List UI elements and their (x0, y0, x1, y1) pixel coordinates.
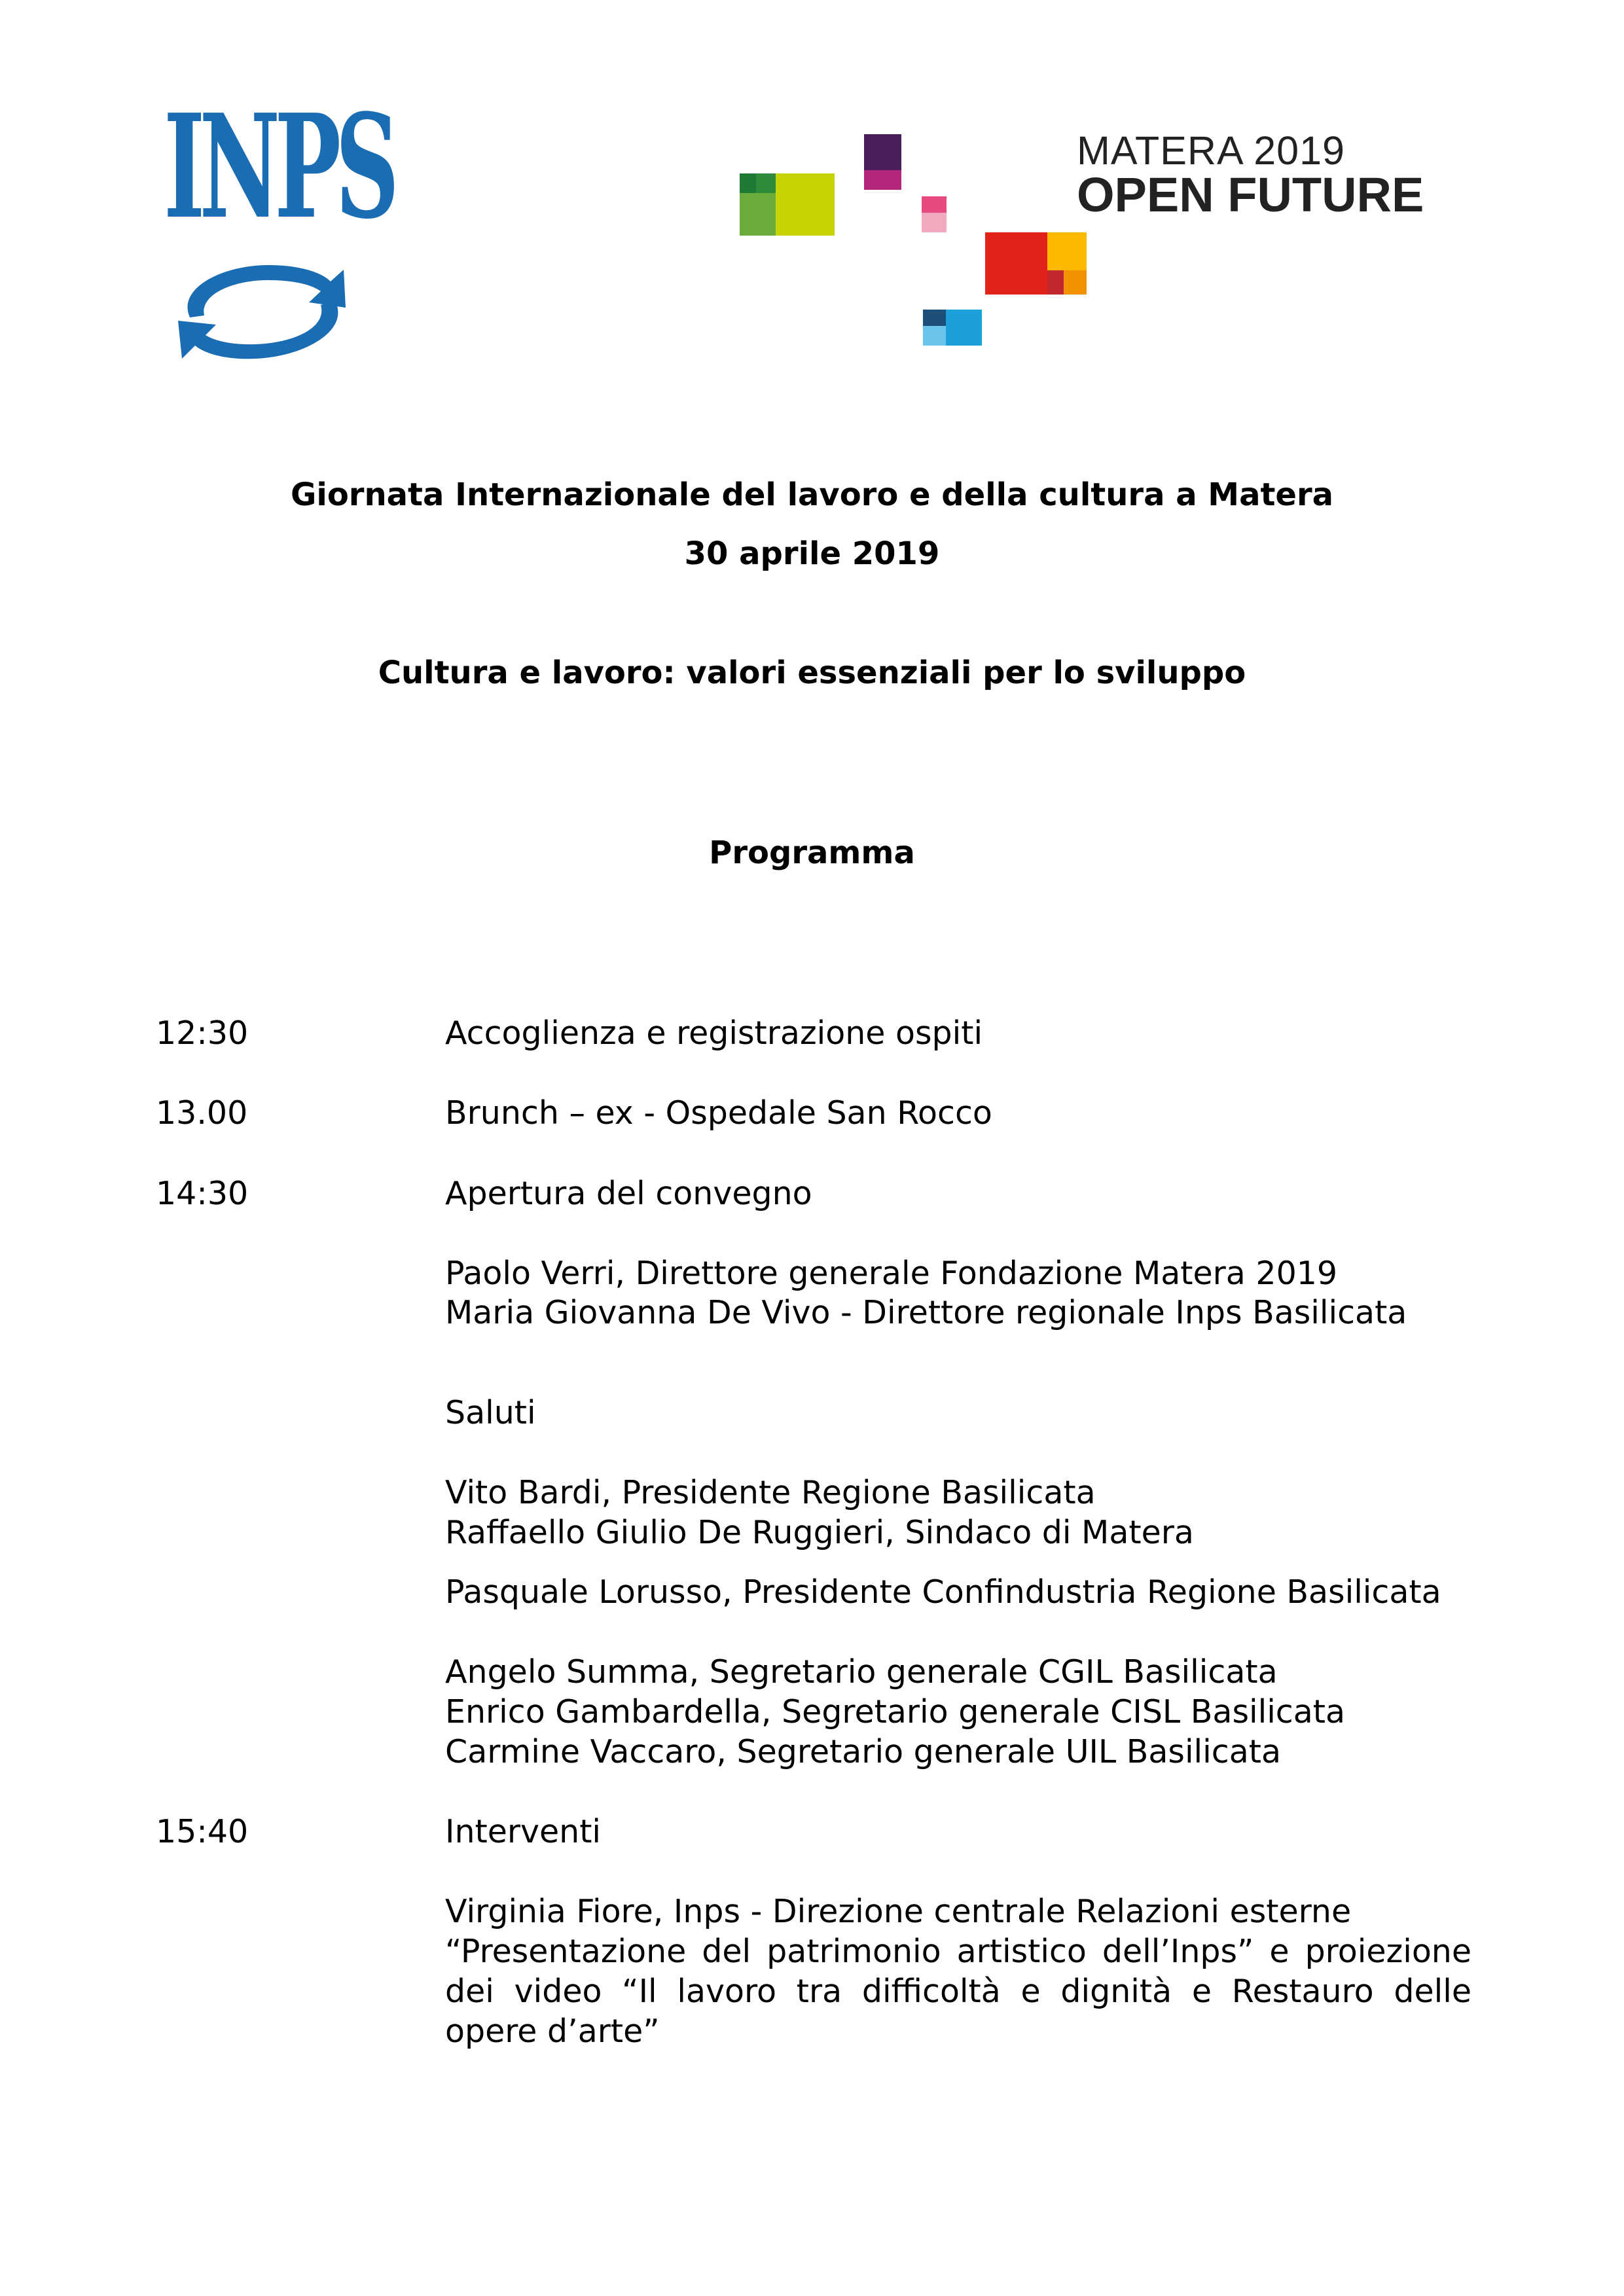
mid-green-square (756, 173, 776, 193)
schedule-time: 14:30 (156, 1175, 249, 1212)
event-date: 30 aprile 2019 (684, 535, 940, 572)
matera-logo-line1: MATERA 2019 (1077, 128, 1345, 173)
intervention-line: Virginia Fiore, Inps - Direzione centrale Relazioni esterne (445, 1893, 1352, 1930)
pink-light-square (922, 213, 947, 232)
blue-light-square (923, 326, 946, 346)
yellow-square (1047, 232, 1087, 270)
schedule-time: 13.00 (156, 1094, 248, 1132)
schedule-item: Interventi (445, 1813, 602, 1850)
intervention-line: dei video “Il lavoro tra difficoltà e dignità e Restauro delle (445, 1973, 1471, 2010)
blue-square (946, 310, 982, 346)
speaker-line: Raffaello Giulio De Ruggieri, Sindaco di Matera (445, 1514, 1194, 1551)
event-title: Giornata Internazionale del lavoro e della cultura a Matera (290, 476, 1334, 513)
schedule-item: Accoglienza e registrazione ospiti (445, 1014, 983, 1052)
schedule-item: Apertura del convegno (445, 1175, 812, 1212)
speaker-line: Carmine Vaccaro, Segretario generale UIL Basilicata (445, 1733, 1281, 1770)
inps-logo-text: INPS (164, 83, 394, 251)
schedule-time: 12:30 (156, 1014, 249, 1052)
speaker-line: Vito Bardi, Presidente Regione Basilicata (445, 1474, 1096, 1511)
greetings-heading: Saluti (445, 1394, 536, 1431)
magenta-square (864, 170, 901, 190)
inps-logo (164, 83, 394, 370)
program-heading: Programma (709, 834, 915, 871)
dark-green-square (740, 173, 756, 193)
schedule-item: Brunch – ex - Ospedale San Rocco (445, 1094, 992, 1132)
event-subtitle: Cultura e lavoro: valori essenziali per lo sviluppo (378, 655, 1246, 691)
red-square (985, 232, 1047, 295)
matera-2019-logo (736, 128, 1443, 350)
speaker-line: Paolo Verri, Direttore generale Fondazione Matera 2019 (445, 1255, 1338, 1292)
intervention-line: “Presentazione del patrimonio artistico dell’Inps” e proiezione (445, 1933, 1471, 1970)
inps-arrows-icon (164, 255, 360, 370)
speaker-line: Maria Giovanna De Vivo - Direttore regionale Inps Basilicata (445, 1294, 1407, 1331)
purple-square (864, 134, 901, 170)
schedule-time: 15:40 (156, 1813, 249, 1850)
navy-square (923, 310, 946, 326)
dark-red-square (1047, 270, 1064, 295)
pink-square (922, 196, 947, 213)
speaker-line: Enrico Gambardella, Segretario generale CISL Basilicata (445, 1693, 1346, 1731)
intervention-line: opere d’arte” (445, 2013, 660, 2050)
lime-square (776, 173, 835, 236)
matera-logo-line2: OPEN FUTURE (1077, 168, 1424, 222)
speaker-line: Angelo Summa, Segretario generale CGIL Basilicata (445, 1653, 1278, 1691)
interventions-block (445, 1892, 1471, 2051)
speaker-line: Pasquale Lorusso, Presidente Confindustria Regione Basilicata (445, 1573, 1441, 1611)
